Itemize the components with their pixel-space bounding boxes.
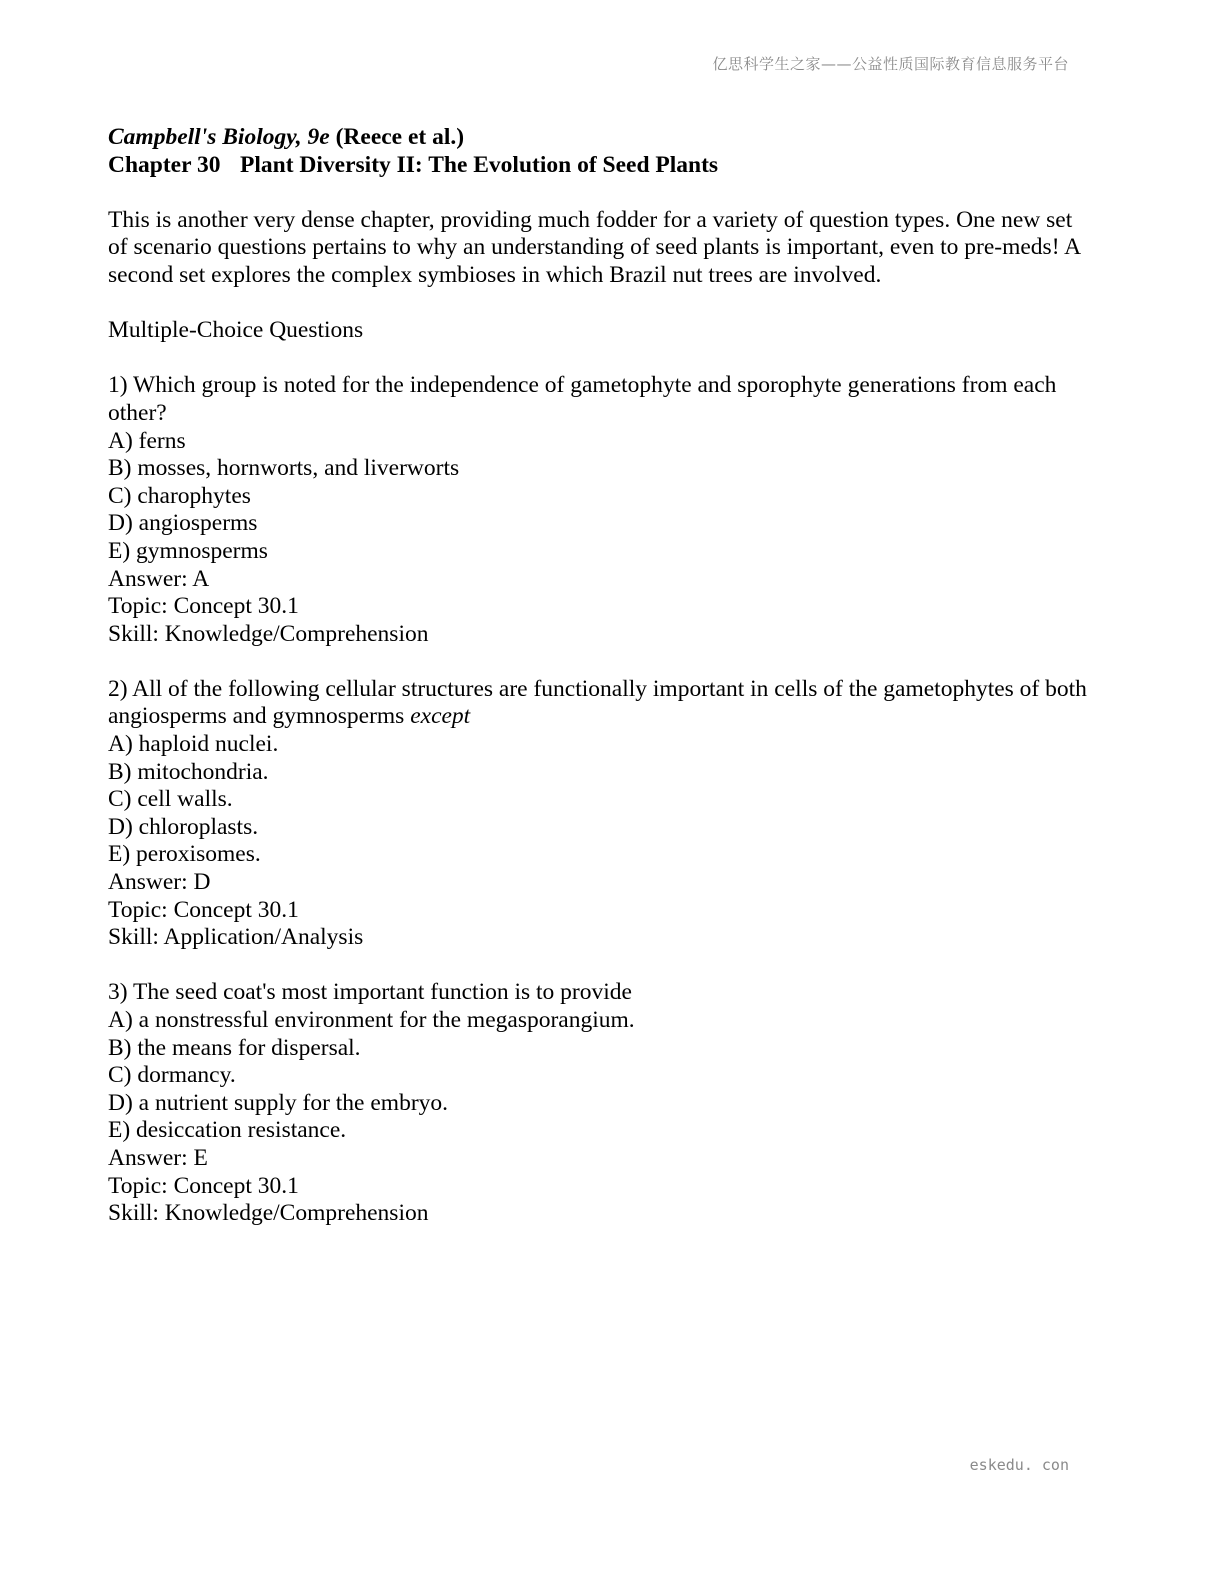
book-title-line [108, 124, 1108, 152]
intro-paragraph [108, 207, 1108, 290]
question-stem-line [108, 703, 1108, 731]
intro-line: second set explores the complex symbioses in which Brazil nut trees are involved. [108, 261, 882, 288]
document-body [108, 124, 1108, 1228]
book-title: Campbell's Biology, 9e [108, 124, 330, 150]
answer-option: A) a nonstressful environment for the megasporangium. [108, 1007, 635, 1033]
section-heading: Multiple-Choice Questions [108, 317, 364, 344]
answer-option: D) a nutrient supply for the embryo. [108, 1089, 449, 1116]
chapter-title-line [108, 152, 1108, 180]
footer-watermark: eskedu. con [969, 1456, 1069, 1474]
answer-option: E) peroxisomes. [108, 841, 261, 868]
chapter-number: Chapter 30 [108, 151, 221, 178]
question-3 [108, 979, 1108, 1227]
book-authors: (Reece et al.) [335, 124, 465, 150]
answer-option: C) cell walls. [108, 786, 233, 813]
question-stem: 1) Which group is noted for the independence of gametophyte and sporophyte generations from each [108, 372, 1057, 399]
topic-label: Topic: Concept 30.1 [108, 896, 299, 923]
answer-option: C) dormancy. [108, 1062, 236, 1089]
question-stem: 2) All of the following cellular structures are functionally important in cells of the gametophytes of both [108, 675, 1087, 702]
question-1 [108, 372, 1108, 648]
answer-option: B) mosses, hornworts, and liverworts [108, 455, 460, 482]
question-stem: angiosperms and gymnosperms [108, 703, 411, 730]
answer-key: Answer: A [108, 565, 210, 592]
intro-line: of scenario questions pertains to why an understanding of seed plants is important, even to pre-meds! A [108, 234, 1082, 261]
answer-key: Answer: D [108, 869, 211, 896]
answer-key: Answer: E [108, 1144, 208, 1171]
answer-option: E) gymnosperms [108, 537, 268, 564]
skill-label: Skill: Application/Analysis [108, 924, 364, 951]
topic-label: Topic: Concept 30.1 [108, 1172, 299, 1199]
question-2 [108, 676, 1108, 952]
chapter-title: Plant Diversity II: The Evolution of Seed Plants [240, 151, 719, 178]
answer-option: C) charophytes [108, 482, 251, 509]
answer-option: A) ferns [108, 427, 186, 454]
topic-label: Topic: Concept 30.1 [108, 593, 299, 620]
answer-option: D) chloroplasts. [108, 813, 259, 840]
answer-option: E) desiccation resistance. [108, 1117, 347, 1144]
skill-label: Skill: Knowledge/Comprehension [108, 1200, 429, 1227]
skill-label: Skill: Knowledge/Comprehension [108, 620, 429, 647]
answer-option: D) angiosperms [108, 510, 258, 537]
emphasis-except: except [410, 703, 471, 730]
question-stem: other? [108, 399, 167, 426]
header-watermark: 亿思科学生之家——公益性质国际教育信息服务平台 [712, 55, 1069, 73]
answer-option: B) the means for dispersal. [108, 1034, 361, 1061]
question-stem: 3) The seed coat's most important function is to provide [108, 979, 632, 1006]
intro-line: This is another very dense chapter, providing much fodder for a variety of question types. One new set [108, 206, 1073, 233]
answer-option: B) mitochondria. [108, 758, 269, 785]
answer-option: A) haploid nuclei. [108, 731, 279, 758]
